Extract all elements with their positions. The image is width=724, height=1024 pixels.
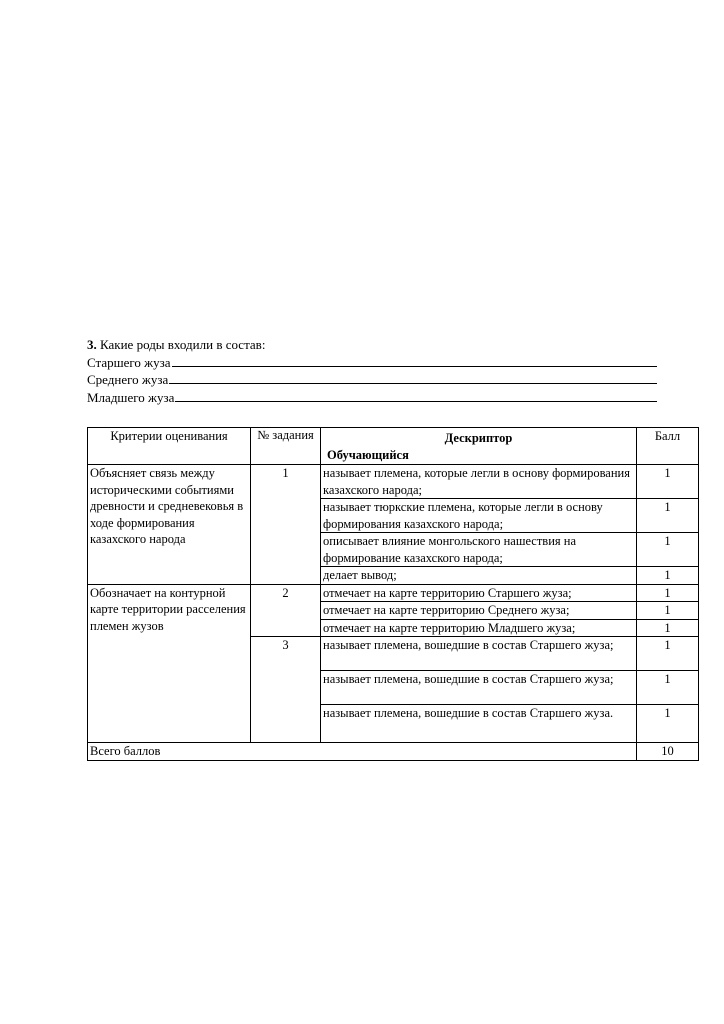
- score-cell: 1: [637, 602, 699, 620]
- header-task-no: № задания: [251, 428, 321, 465]
- descriptor-cell: отмечает на карте территорию Младшего жуза;: [321, 619, 637, 637]
- criterion-cell: Объясняет связь между историческими событиями древности и средневековья в ходе формирования казахского народа: [88, 465, 251, 585]
- descriptor-cell: описывает влияние монгольского нашествия на формирование казахского народа;: [321, 533, 637, 567]
- question-number: 3.: [87, 337, 97, 352]
- header-descriptor-title: Дескриптор: [444, 431, 513, 445]
- header-criteria: Критерии оценивания: [88, 428, 251, 465]
- descriptor-cell: отмечает на карте территорию Старшего жуза;: [321, 584, 637, 602]
- table-row: [88, 584, 699, 602]
- descriptor-cell: отмечает на карте территорию Среднего жуза;: [321, 602, 637, 620]
- answer-blank[interactable]: [169, 371, 657, 384]
- criterion-cell: Обозначает на контурной карте территории расселения племен жузов: [88, 584, 251, 743]
- descriptor-cell: делает вывод;: [321, 567, 637, 585]
- answer-blank[interactable]: [172, 354, 657, 367]
- score-cell: 1: [637, 499, 699, 533]
- score-cell: 1: [637, 619, 699, 637]
- score-cell: 1: [637, 705, 699, 743]
- total-label: Всего баллов: [88, 743, 637, 761]
- descriptor-cell: называет племена, которые легли в основу формирования казахского народа;: [321, 465, 637, 499]
- total-score: 10: [637, 743, 699, 761]
- answer-blank[interactable]: [175, 389, 657, 402]
- header-score: Балл: [637, 428, 699, 465]
- score-cell: 1: [637, 584, 699, 602]
- header-descriptor: [321, 428, 637, 465]
- table-header-row: [88, 428, 699, 465]
- question-title-line: [87, 336, 657, 354]
- score-cell: 1: [637, 465, 699, 499]
- answer-line-senior: [87, 354, 657, 372]
- descriptor-cell: называет племена, вошедшие в состав Старшего жуза;: [321, 671, 637, 705]
- descriptor-cell: называет тюркские племена, которые легли в основу формирования казахского народа;: [321, 499, 637, 533]
- answer-line-junior: [87, 389, 657, 407]
- answer-label: Старшего жуза: [87, 354, 171, 370]
- answer-label: Младшего жуза: [87, 389, 175, 405]
- answer-line-middle: [87, 371, 657, 389]
- table-row: [88, 465, 699, 499]
- score-cell: 1: [637, 533, 699, 567]
- question-block: [87, 336, 657, 406]
- descriptor-cell: называет племена, вошедшие в состав Старшего жуза.: [321, 705, 637, 743]
- task-number-cell: 1: [251, 465, 321, 585]
- score-cell: 1: [637, 671, 699, 705]
- score-cell: 1: [637, 637, 699, 671]
- question-title: Какие роды входили в состав:: [100, 337, 266, 352]
- header-learner: Обучающийся: [327, 447, 409, 462]
- assessment-table: [87, 427, 699, 761]
- total-row: [88, 743, 699, 761]
- task-number-cell: 2: [251, 584, 321, 637]
- answer-label: Среднего жуза: [87, 372, 169, 387]
- score-cell: 1: [637, 567, 699, 585]
- task-number-cell: 3: [251, 637, 321, 743]
- descriptor-cell: называет племена, вошедшие в состав Старшего жуза;: [321, 637, 637, 671]
